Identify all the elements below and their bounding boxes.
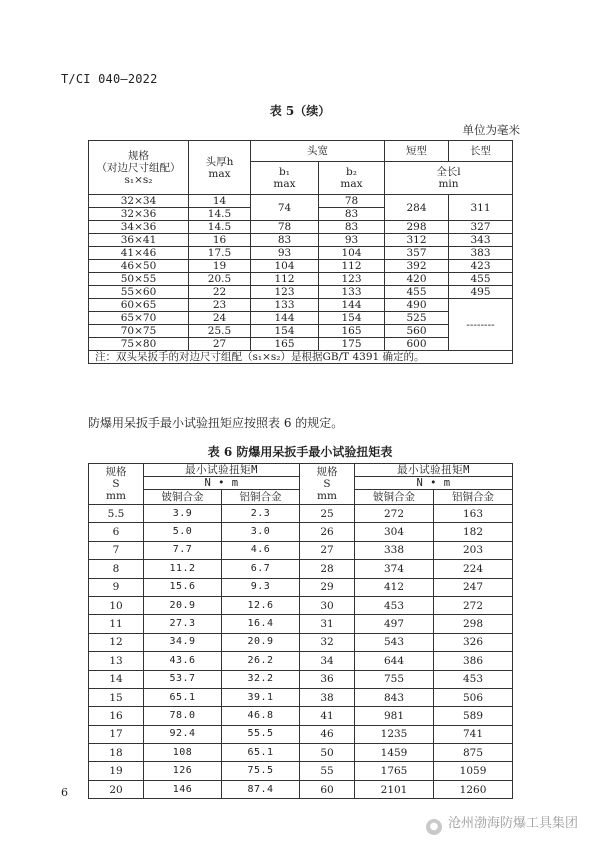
header-torque-unit-right: N • m	[355, 477, 513, 490]
table-cell: 60	[300, 780, 355, 798]
table-row	[89, 560, 513, 578]
table-cell: 9.3	[222, 578, 300, 596]
wechat-icon: ●	[426, 819, 442, 835]
table-cell: 43.6	[144, 652, 222, 670]
table-note: 注：双头呆扳手的对边尺寸组配（s₁×s₂）是根据GB/T 4391 确定的。	[89, 351, 513, 364]
table-cell: 146	[144, 780, 222, 798]
table-row: 32×36 14.5 83	[89, 208, 513, 221]
table-cell: 1260	[434, 780, 513, 798]
table-cell: 8	[89, 560, 144, 578]
table-cell: 843	[355, 688, 434, 706]
table-cell: 12.6	[222, 596, 300, 614]
table-cell: 65.1	[144, 688, 222, 706]
table-cell: 506	[434, 688, 513, 706]
header-torque-left: 最小试验扭矩M	[144, 464, 300, 477]
table-cell: 87.4	[222, 780, 300, 798]
table-cell: 15	[89, 688, 144, 706]
table-cell: 55.5	[222, 725, 300, 743]
table-cell: 386	[434, 652, 513, 670]
table-cell: 108	[144, 744, 222, 762]
table-cell: 326	[434, 633, 513, 651]
table-cell: 272	[434, 596, 513, 614]
table-cell: 497	[355, 615, 434, 633]
table-cell: 182	[434, 523, 513, 541]
table-cell: 644	[355, 652, 434, 670]
table-cell: 17	[89, 725, 144, 743]
table-cell: 304	[355, 523, 434, 541]
table-cell: 30	[300, 596, 355, 614]
unit-label: 单位为毫米	[462, 123, 520, 137]
table-cell: 453	[355, 596, 434, 614]
table-cell: 19	[89, 762, 144, 780]
table-cell: 13	[89, 652, 144, 670]
table-row	[89, 541, 513, 559]
table-cell: 2.3	[222, 505, 300, 523]
page-number: 6	[61, 786, 68, 799]
table-cell: 65.1	[222, 744, 300, 762]
table-cell: 2101	[355, 780, 434, 798]
table-cell: 1765	[355, 762, 434, 780]
table-6-caption: 表 6 防爆用呆扳手最小试验扭矩表	[207, 445, 393, 459]
table-cell: 28	[300, 560, 355, 578]
table-cell: 18	[89, 744, 144, 762]
table-cell: 7.7	[144, 541, 222, 559]
header-b1: b₁ max	[251, 162, 319, 195]
table-cell: 3.0	[222, 523, 300, 541]
header-torque-unit-left: N • m	[144, 477, 300, 490]
table-cell: 16	[89, 707, 144, 725]
table-cell: 26	[300, 523, 355, 541]
table-row	[89, 596, 513, 614]
table-cell: 50	[300, 744, 355, 762]
table-cell: 203	[434, 541, 513, 559]
table-row	[89, 688, 513, 706]
table-cell: 32	[300, 633, 355, 651]
table-cell: 25	[300, 505, 355, 523]
table-cell: 5.5	[89, 505, 144, 523]
table-cell: 6	[89, 523, 144, 541]
table-row: 70×75 25.5 154 165 560	[89, 325, 513, 338]
table-cell: 4.6	[222, 541, 300, 559]
table-cell: 981	[355, 707, 434, 725]
header-aluminum-copper: 铝铜合金	[222, 490, 300, 505]
table-cell: 41	[300, 707, 355, 725]
table-cell: 46.8	[222, 707, 300, 725]
table-cell: 29	[300, 578, 355, 596]
table-5-caption: 表 5（续）	[269, 104, 331, 118]
header-beryllium-copper: 铍铜合金	[144, 490, 222, 505]
table-cell: 374	[355, 560, 434, 578]
table-cell: 338	[355, 541, 434, 559]
table-cell: 78.0	[144, 707, 222, 725]
table-row: 65×70 24 144 154 525	[89, 312, 513, 325]
table-cell: 11.2	[144, 560, 222, 578]
table-cell: 741	[434, 725, 513, 743]
table-row: 41×46 17.5 93 104 357 383	[89, 247, 513, 260]
table-cell: 31	[300, 615, 355, 633]
header-long-type: 长型	[449, 141, 513, 162]
table-row: 32×34 14 74 78 284 311	[89, 195, 513, 208]
watermark: ● 沧州渤海防爆工具集团	[426, 812, 578, 835]
table-row	[89, 523, 513, 541]
header-torque-right: 最小试验扭矩M	[355, 464, 513, 477]
table-row	[89, 670, 513, 688]
table-row	[89, 744, 513, 762]
table-cell: 32.2	[222, 670, 300, 688]
table-cell: 55	[300, 762, 355, 780]
table-cell: 163	[434, 505, 513, 523]
table-cell: 11	[89, 615, 144, 633]
table-cell: 34.9	[144, 633, 222, 651]
table-cell: 1059	[434, 762, 513, 780]
table-row: 60×65 23 133 144 490 --------	[89, 299, 513, 312]
header-spec: 规格 （对边尺寸组配） s₁×s₂	[89, 141, 189, 195]
table-cell: 27.3	[144, 615, 222, 633]
table-cell: 10	[89, 596, 144, 614]
header-b2: b₂ max	[319, 162, 385, 195]
table-row: 55×60 22 123 133 455 495	[89, 286, 513, 299]
dimension-table	[88, 140, 513, 364]
table-row: 36×41 16 83 93 312 343	[89, 234, 513, 247]
table-cell: 15.6	[144, 578, 222, 596]
table-row	[89, 707, 513, 725]
table-cell: 453	[434, 670, 513, 688]
table-cell: 224	[434, 560, 513, 578]
table-cell: 272	[355, 505, 434, 523]
table-row	[89, 578, 513, 596]
table-cell: 16.4	[222, 615, 300, 633]
table-cell: 1459	[355, 744, 434, 762]
header-head-width: 头宽	[251, 141, 385, 162]
table-cell: 75.5	[222, 762, 300, 780]
table-cell: 27	[300, 541, 355, 559]
table-cell: 92.4	[144, 725, 222, 743]
standard-code: T/CI 040—2022	[61, 72, 158, 86]
table-cell: 875	[434, 744, 513, 762]
table-row	[89, 615, 513, 633]
table-row	[89, 725, 513, 743]
table-cell: 20.9	[144, 596, 222, 614]
table-row: 75×80 27 165 175 600	[89, 338, 513, 351]
header-total-length: 全长l min	[385, 162, 513, 195]
header-aluminum-copper-right: 铝铜合金	[434, 490, 513, 505]
table-row: 34×36 14.5 78 83 298 327	[89, 221, 513, 234]
table-cell: 38	[300, 688, 355, 706]
no-long-type-dash: --------	[449, 299, 513, 351]
table-cell: 5.0	[144, 523, 222, 541]
table-row	[89, 505, 513, 523]
header-spec-left: 规格 S mm	[89, 464, 144, 505]
table-row	[89, 652, 513, 670]
table-cell: 34	[300, 652, 355, 670]
table-cell: 53.7	[144, 670, 222, 688]
table-cell: 20	[89, 780, 144, 798]
table-cell: 39.1	[222, 688, 300, 706]
table-cell: 46	[300, 725, 355, 743]
table-cell: 412	[355, 578, 434, 596]
table-cell: 1235	[355, 725, 434, 743]
table-row: 46×50 19 104 112 392 423	[89, 260, 513, 273]
table-cell: 126	[144, 762, 222, 780]
table-cell: 298	[434, 615, 513, 633]
table-row: 50×55 20.5 112 123 420 455	[89, 273, 513, 286]
table-row	[89, 762, 513, 780]
header-head-thickness: 头厚h max	[189, 141, 251, 195]
body-paragraph: 防爆用呆扳手最小试验扭矩应按照表 6 的规定。	[88, 416, 344, 430]
table-cell: 26.2	[222, 652, 300, 670]
table-cell: 247	[434, 578, 513, 596]
table-cell: 20.9	[222, 633, 300, 651]
table-row	[89, 633, 513, 651]
table-cell: 3.9	[144, 505, 222, 523]
table-cell: 12	[89, 633, 144, 651]
table-cell: 589	[434, 707, 513, 725]
header-short-type: 短型	[385, 141, 449, 162]
header-spec-right: 规格 S mm	[300, 464, 355, 505]
torque-table	[88, 463, 513, 799]
table-cell: 9	[89, 578, 144, 596]
table-cell: 543	[355, 633, 434, 651]
table-row	[89, 780, 513, 798]
header-beryllium-copper-right: 铍铜合金	[355, 490, 434, 505]
table-cell: 755	[355, 670, 434, 688]
table-cell: 7	[89, 541, 144, 559]
table-cell: 36	[300, 670, 355, 688]
table-cell: 6.7	[222, 560, 300, 578]
table-cell: 14	[89, 670, 144, 688]
